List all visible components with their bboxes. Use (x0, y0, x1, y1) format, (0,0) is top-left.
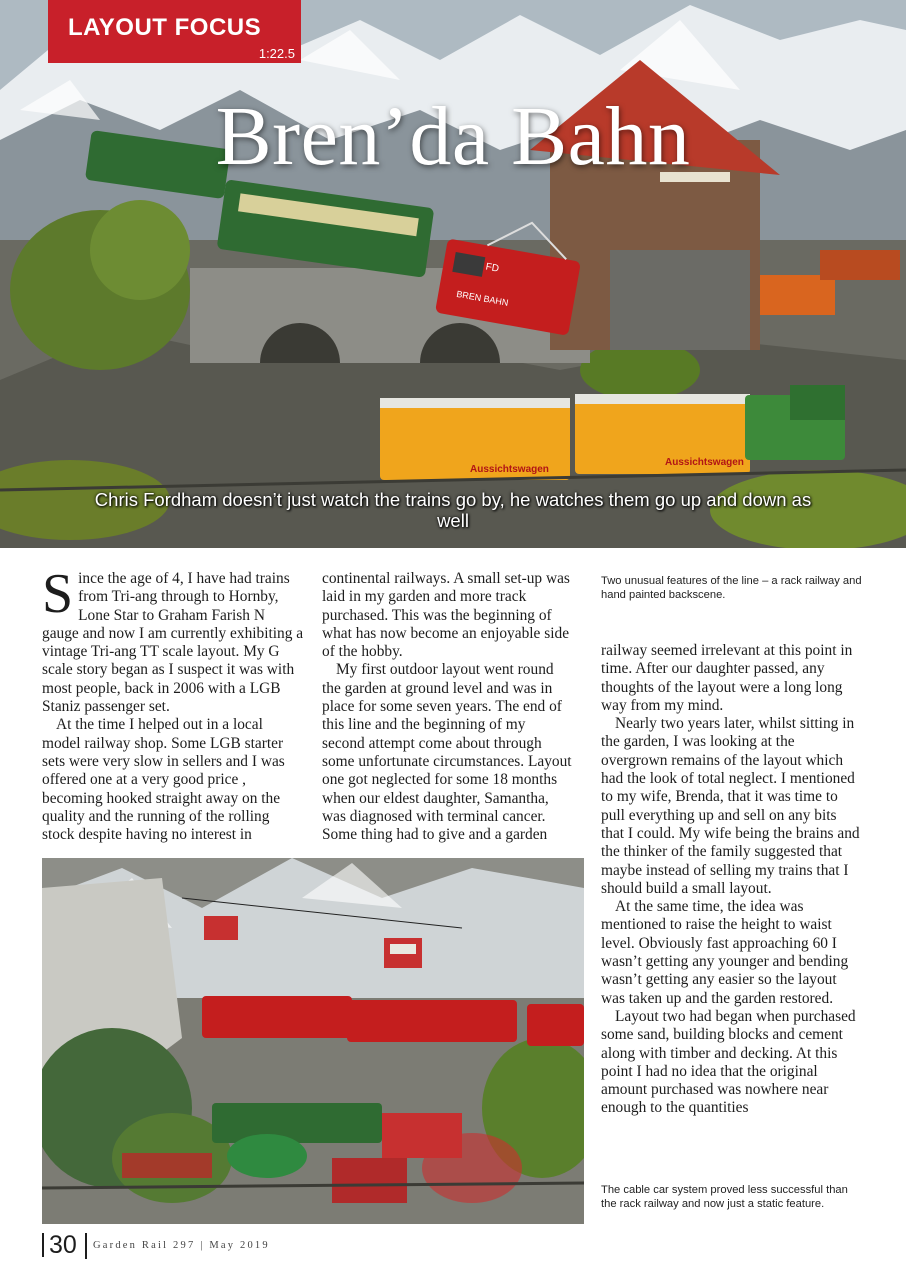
paragraph: At the time I helped out in a local model railway shop. Some LGB starter sets were very slow in sellers and I was offered one at a very good price , becoming hooked straight away on the quality and the running of the rolling stock despite having no interest in (42, 716, 285, 844)
article-column-2 (322, 570, 572, 844)
article-column-1 (42, 563, 304, 844)
photo-caption-top: Two unusual features of the line – a rack railway and hand painted backscene. (601, 575, 862, 601)
hero-photo (0, 0, 906, 548)
running-footer: Garden Rail 297 | May 2019 (93, 1240, 270, 1251)
paragraph: railway seemed irrelevant at this point in time. After our daughter passed, any thoughts of the layout were a long long way from my mind. (601, 642, 853, 714)
section-banner (48, 0, 301, 63)
article-column-3 (601, 642, 863, 1118)
loco-number: FD (484, 261, 500, 275)
car-label-1: Aussichtswagen (470, 464, 549, 475)
photo-caption-bottom: The cable car system proved less successful than the rack railway and now just a static feature. (601, 1184, 848, 1210)
cable-car-photo-illustration (42, 858, 584, 1224)
cable-car-photo (42, 858, 584, 1224)
paragraph (42, 563, 304, 716)
paragraph: Layout two had began when purchased some sand, building blocks and cement along with timber and decking. At this point I had no idea that the original amount purchased was nowhere near enough to the quantities (601, 1007, 856, 1117)
car-label-2: Aussichtswagen (665, 457, 744, 468)
paragraph: At the same time, the idea was mentioned to raise the height to waist level. Obviously fast approaching 60 I wasn’t getting any younger and bending wasn’t getting any easier so the layout was taken up and the garden restored. (601, 898, 849, 1007)
loco-label: BREN BAHN (455, 288, 510, 308)
section-label: LAYOUT FOCUS (68, 14, 262, 41)
article-standfirst: Chris Fordham doesn’t just watch the trains go by, he watches them go up and down as well (94, 489, 812, 531)
article-title: Bren’da Bahn (215, 90, 691, 183)
footer-divider (85, 1233, 87, 1259)
scale-label: 1:22.5 (258, 46, 295, 61)
paragraph: continental railways. A small set-up was laid in my garden and more track purchased. This was the beginning of what has now become an enjoyable side of the hobby. (322, 570, 570, 661)
paragraph-text: ince the age of 4, I have had trains from Tri-ang through to Hornby, Lone Star to Graham Farish N gauge and now I am currently exhibiting a vintage Tri-ang TT scale layout. My G scale story began as I suspect it was with most people, back in 2006 with a LGB Staniz passenger set. (42, 570, 304, 716)
page-number: 30 (42, 1233, 77, 1257)
dropcap: S (42, 563, 74, 625)
paragraph: My first outdoor layout went round the garden at ground level and was in place for some seven years. The end of this line and the beginning of my second attempt come about through some unfortunate circumstances. Layout one got neglected for some 18 months when our eldest daughter, Samantha, was diagnosed with terminal cancer. Some thing had to give and a garden (322, 661, 572, 844)
hero-photo-illustration (0, 0, 906, 548)
paragraph: Nearly two years later, whilst sitting in the garden, I was looking at the overgrown remains of the layout which had the look of total neglect. I mentioned to my wife, Brenda, that it was time to pull everything up and sell on any bits that I could. My wife being the brains and the thinker of the family suggested that maybe instead of selling my trains that I should build a small layout. (601, 715, 860, 897)
